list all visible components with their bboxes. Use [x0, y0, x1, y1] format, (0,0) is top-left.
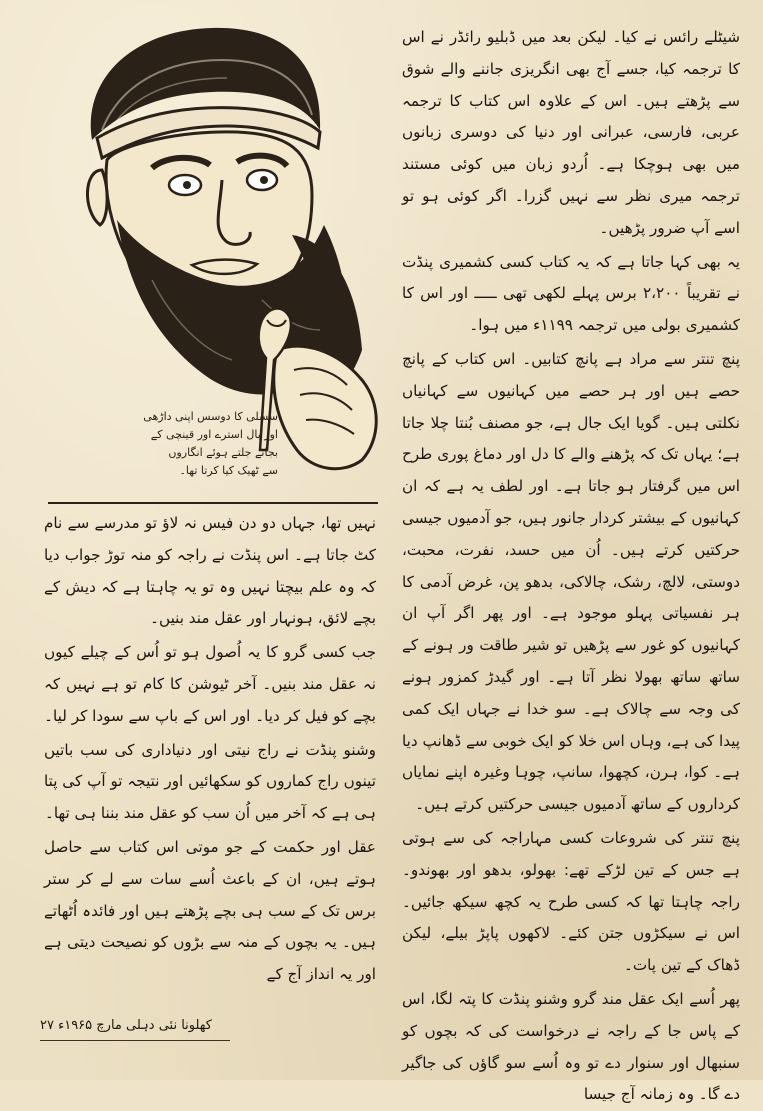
- caption-line: سسلی کا دوسس اپنی داڑھی: [143, 410, 278, 423]
- paragraph: یہ بھی کہا جاتا ہے کہ یہ کتاب کسی کشمیری پنڈت نے تقریباً ۲،۲۰۰ برس پہلے لکھی تھی ـــــ اور اس کا کشمیری بولی میں ترجمہ ۱۱۹۹ء میں ہوا۔: [402, 252, 740, 335]
- page-footer: کھلونا نئی دہلی مارچ ۱۹۶۵ء ۲۷: [40, 1018, 212, 1033]
- caption-line: اور بال استرے اور قینچی کے بجائے جلتے ہوئے انگاروں: [150, 428, 278, 459]
- paragraph: پھر اُسے ایک عقل مند گرو وشنو پنڈت کا پتہ لگا، اس کے پاس جا کے راجہ نے درخواست کی کہ بچوں کو سنبھال اور سنوار دے تو وہ اُسے سو گاؤں کی جاگیر دے گا۔ وہ زمانہ آج جیسا: [402, 989, 740, 1104]
- section-divider: [48, 502, 378, 504]
- footer-rule: [40, 1040, 230, 1041]
- caption-line: سے ٹھیک کیا کرتا تھا۔: [179, 464, 278, 477]
- paragraph: عقل اور حکمت کے جو موتی اس کتاب سے حاصل ہوتے ہیں، ان کے باعث اُسے سات سے لے کر ستر برس تک کے سب ہی بچے پڑھتے ہیں اور فائدہ اُٹھاتے ہیں۔ یہ بچوں کے منہ سے بڑوں کو نصیحت دیتی ہے اور یہ انداز آج کے: [44, 837, 376, 984]
- illustration-hand: [274, 346, 376, 468]
- illustration-caption: [128, 408, 278, 480]
- right-column: [402, 22, 740, 1111]
- paragraph: نہیں تھا، جہاں دو دن فیس نہ لاؤ تو مدرسے سے نام کٹ جاتا ہے۔ اس پنڈت نے راجہ کو منہ توڑ جواب دیا کہ وہ علم بیچتا نہیں وہ تو یہ چاہتا ہے کہ دیش کے بچے لائق، ہونہار اور عقل مند بنیں۔: [44, 514, 376, 628]
- left-column: [44, 508, 376, 991]
- paragraph: وشنو پنڈت نے راج نیتی اور دنیاداری کی سب باتیں تینوں راج کماروں کو سکھائیں اور نتیجہ تو آپ کی پتا ہی ہے کہ آخر میں اُن سب کو عقل مند بننا ہی تھا۔: [44, 740, 376, 823]
- paragraph: پنچ تنتر کی شروعات کسی مہاراجہ کی سے ہوتی ہے جس کے تین لڑکے تھے: بھولو، بدھو اور بھوندو۔ راجہ چاہتا تھا کہ کسی طرح یہ کچھ سیکھ جائیں۔ اس نے سیکڑوں جتن کئے۔ لاکھوں پاپڑ بیلے، لیکن ڈھاک کے تین پات۔: [402, 828, 740, 975]
- paragraph: جب کسی گرو کا یہ اُصول ہو تو اُس کے چیلے کیوں نہ عقل مند بنیں۔ آخر ٹیوشن کا کام تو ہے نہیں کہ بچے کو فیل کر دیا۔ اور اس کے باپ سے سودا کر لیا۔: [44, 643, 376, 725]
- paragraph: شیٹلے رائس نے کیا۔ لیکن بعد میں ڈبلیو رائڈر نے اس کا ترجمہ کیا، جسے آج بھی انگریزی جاننے والے شوق سے پڑھتے ہیں۔ اس کے علاوہ اس کتاب کا ترجمہ عربی، فارسی، عبرانی اور دنیا کی دوسری زبانوں میں بھی ہوچکا ہے۔ اُردو زبان میں کوئی مستند ترجمہ میری نظر سے نہیں گزرا۔ اگر کوئی ہو تو اسے آپ ضرور پڑھیں۔: [402, 28, 740, 237]
- paragraph: پنچ تنتر سے مراد ہے پانچ کتابیں۔ اس کتاب کے پانچ حصے ہیں اور ہر حصے میں کہانیوں سے کہانیاں نکلتی ہیں۔ گویا ایک جال ہے، جو مصنف بُنتا چلا جاتا ہے؛ یہاں تک کہ پڑھنے والے کا دل اور دماغ پوری طرح اس میں گرفتار ہو جاتا ہے۔ اور لطف یہ ہے کہ ان کہانیوں کے بیشتر کردار جانور ہیں، جو آدمیوں جیسی حرکتیں کرتے ہیں۔ اُن میں حسد، نفرت، محبت، دوستی، لالچ، رشک، چالاکی، بدھو پن، غرض آدمی کا ہر نفسیاتی پہلو موجود ہے۔ اور پھر اگر آپ ان کہانیوں کو غور سے پڑھیں تو شیر طاقت ور ہونے کے ساتھ ساتھ بھولا نظر آتا ہے۔ اور گیدڑ کمزور ہونے کی وجہ سے چالاک ہے۔ سو خدا نے جہاں ایک کمی پیدا کی ہے، وہاں اس خلا کو ایک خوبی سے ڈھانپ دیا ہے۔ کوا، ہرن، کچھوا، سانپ، چوہا وغیرہ اپنے نمایاں کرداروں کے ساتھ آدمیوں جیسی حرکتیں کرتے ہیں۔: [402, 349, 740, 814]
